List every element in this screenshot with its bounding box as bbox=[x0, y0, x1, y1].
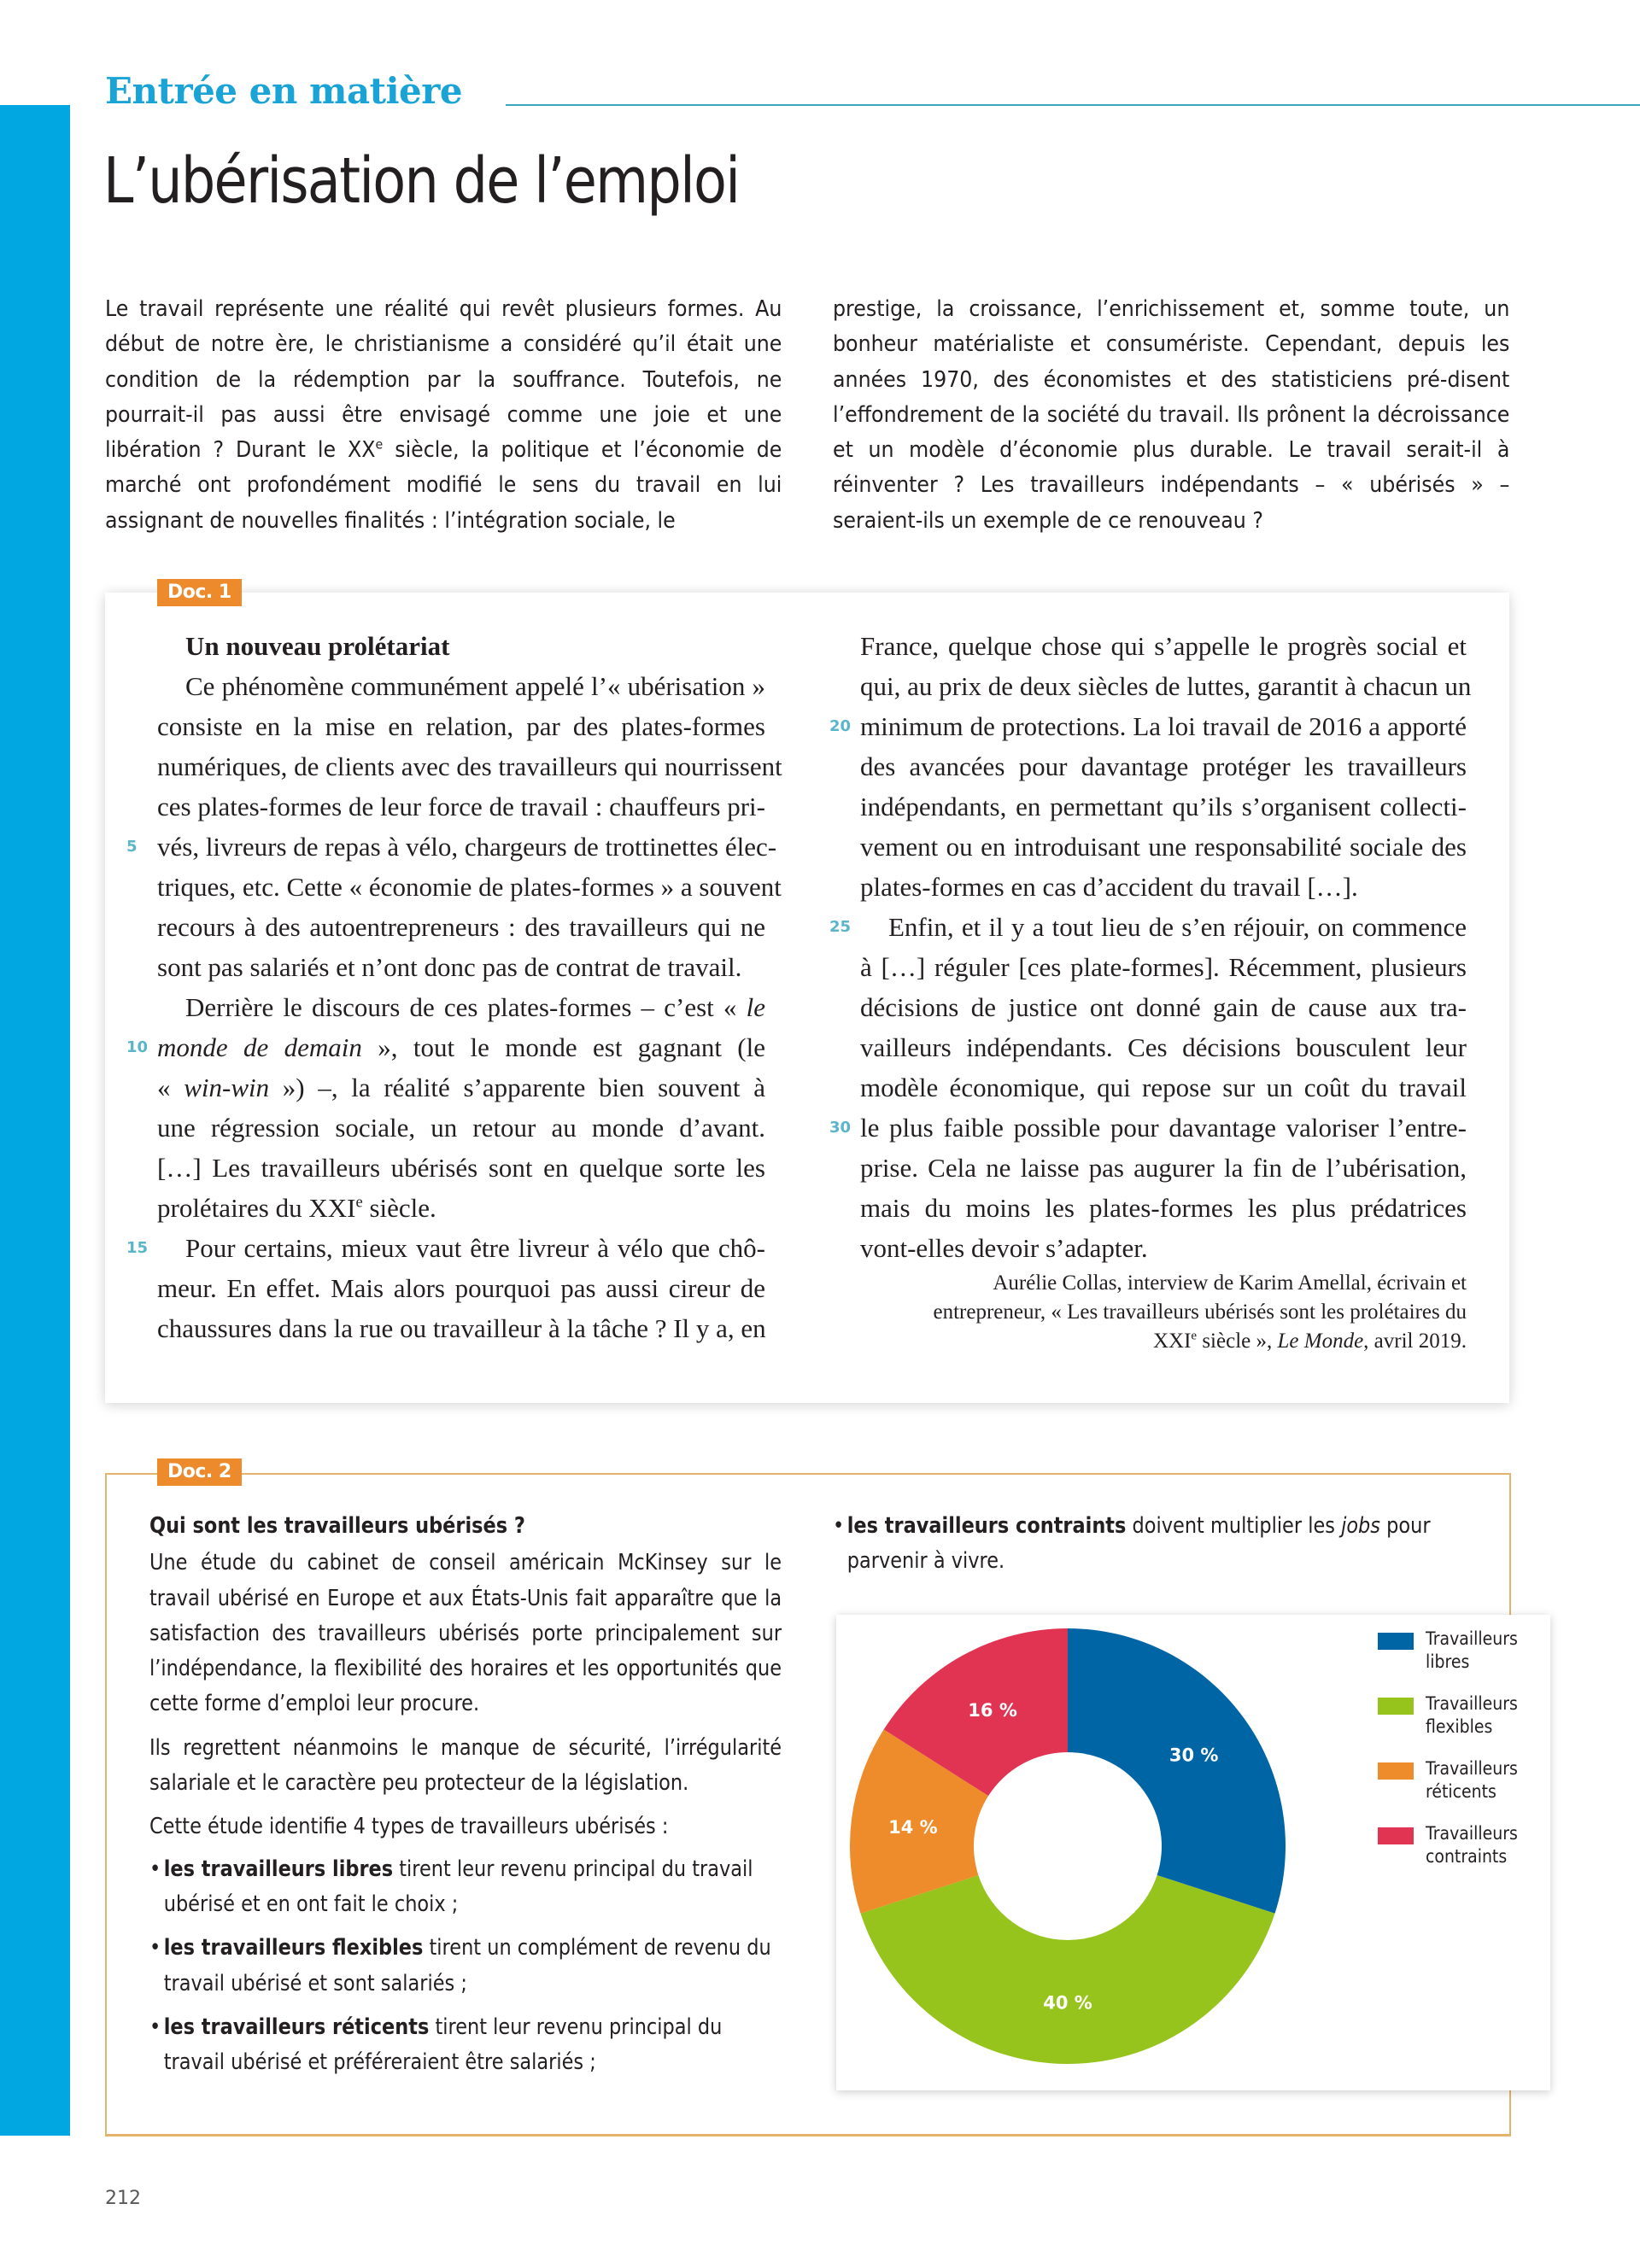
doc2-paragraph-2: Ils regrettent néanmoins le manque de sécurité, l’irrégularité salariale et le caractère peu protecteur de la législation. bbox=[149, 1734, 782, 1797]
side-accent-bar bbox=[0, 105, 70, 2136]
legend-swatch bbox=[1378, 1633, 1414, 1650]
text-line: […] Les travailleurs ubérisés sont en quelque sorte les bbox=[157, 1153, 765, 1183]
legend-item bbox=[1378, 1628, 1562, 1692]
text-line: recours à des autoentrepreneurs : des travailleurs qui ne bbox=[157, 912, 765, 942]
legend-swatch bbox=[1378, 1827, 1414, 1844]
slice-label: 40 % bbox=[1043, 1992, 1092, 2014]
chart-legend bbox=[1378, 1628, 1562, 1887]
text-line: décisions de justice ont donné gain de cause aux tra- bbox=[860, 992, 1467, 1022]
line-number: 10 bbox=[126, 1038, 149, 1056]
source-line-3: XXIe siècle », Le Monde, avril 2019. bbox=[1152, 1329, 1467, 1353]
doc2-column-left bbox=[149, 1509, 782, 2089]
slice-label: 30 % bbox=[1168, 1745, 1219, 1766]
doc2-paragraph-1: Une étude du cabinet de conseil américain McKinsey sur le travail ubérisé en Europe et aux États-Unis fait apparaître que la satisfaction des travailleurs ubérisés porte principalement sur l’indépendance, la flexibilité des horaires et les opportunités que cette forme d’emploi leur procure. bbox=[149, 1550, 782, 1717]
doc2-column-right bbox=[833, 1509, 1482, 1588]
intro-paragraph-left: Le travail représente une réalité qui revêt plusieurs formes. Au début de notre ère, le christianisme a considéré qu’il était une condition de la rédemption par la souffrance. Toutefois, ne pourrait-il pas aussi être envisagé comme une joie et une libération ? Durant le XXe siècle, la politique et l’économie de marché ont profondément modifié le sens du travail en lui assignant de nouvelles finalités : l’intégration sociale, le bbox=[105, 296, 782, 534]
page-number: 212 bbox=[105, 2188, 141, 2209]
bullet-libres: • les travailleurs libres tirent leur revenu principal du travail ubérisé et en ont fait le choix ; bbox=[149, 1852, 782, 1923]
slice-label: 14 % bbox=[888, 1817, 938, 1838]
text-line: une régression sociale, un retour au monde d’avant. bbox=[157, 1113, 765, 1143]
text-line: 15 Pour certains, mieux vaut être livreur à vélo que chô- bbox=[157, 1228, 765, 1268]
text-line: à […] réguler [ces plate-formes]. Récemment, plusieurs bbox=[860, 952, 1467, 982]
doc1-source-citation bbox=[860, 1269, 1467, 1356]
text-line: prise. Cela ne laisse pas augurer la fin de l’ubérisation, bbox=[860, 1153, 1467, 1183]
legend-swatch bbox=[1378, 1698, 1414, 1715]
text-line: sont pas salariés et n’ont donc pas de contrat de travail. bbox=[157, 952, 742, 982]
donut-slice bbox=[1068, 1628, 1286, 1914]
text-line: 10 monde de demain », tout le monde est gagnant (le bbox=[157, 1027, 765, 1067]
text-line: consiste en la mise en relation, par des plates-formes bbox=[157, 711, 765, 741]
text-line: mais du moins les plates-formes les plus prédatrices bbox=[860, 1193, 1467, 1223]
text-line: Derrière le discours de ces plates-formes – c’est « le bbox=[185, 992, 765, 1022]
bullet-contraints: • les travailleurs contraints doivent multiplier les jobs pour parvenir à vivre. bbox=[833, 1509, 1482, 1580]
legend-label: Travailleurs libres bbox=[1426, 1628, 1518, 1672]
kicker-divider bbox=[506, 104, 1640, 106]
intro-column-left bbox=[105, 292, 782, 539]
line-number: 5 bbox=[126, 838, 138, 856]
section-kicker: Entrée en matière bbox=[105, 70, 463, 112]
doc2-label: Doc. 2 bbox=[157, 1458, 242, 1486]
text-line: triques, etc. Cette « économie de plates-formes » a souvent bbox=[157, 872, 782, 902]
legend-label: Travailleurs flexibles bbox=[1426, 1693, 1518, 1737]
text-line: 25 Enfin, et il y a tout lieu de s’en réjouir, on commence bbox=[860, 907, 1467, 947]
bullet-flexibles: • les travailleurs flexibles tirent un complément de revenu du travail ubérisé et sont salariés ; bbox=[149, 1931, 782, 2002]
source-line-1: Aurélie Collas, interview de Karim Amellal, écrivain et bbox=[993, 1271, 1467, 1295]
bullet-reticents: • les travailleurs réticents tirent leur revenu principal du travail ubérisé et préféreraient être salariés ; bbox=[149, 2010, 782, 2081]
text-line: indépendants, en permettant qu’ils s’organisent collecti- bbox=[860, 792, 1467, 821]
text-line: vailleurs indépendants. Ces décisions bousculent leur bbox=[860, 1032, 1467, 1062]
text-line: Ce phénomène communément appelé l’« ubérisation » bbox=[185, 671, 765, 701]
text-line: 20 minimum de protections. La loi travail de 2016 a apporté bbox=[860, 706, 1467, 746]
line-number: 25 bbox=[829, 918, 852, 936]
text-line: France, quelque chose qui s’appelle le progrès social et bbox=[860, 631, 1467, 661]
doc1-title: Un nouveau prolétariat bbox=[185, 631, 450, 661]
legend-item bbox=[1378, 1822, 1562, 1887]
slice-label: 16 % bbox=[968, 1700, 1017, 1721]
page-title: L’ubérisation de l’emploi bbox=[103, 144, 740, 218]
intro-paragraph-right: prestige, la croissance, l’enrichissement et, somme toute, un bonheur matérialiste et consumériste. Cependant, depuis les années 1970, des économistes et des statisticiens pré-disent l’effondrement de la société du travail. Ils prônent la décroissance et un modèle d’économie plus durable. Le travail serait-il à réinventer ? Les travailleurs indépendants – « ubérisés » – seraient-ils un exemple de ce renouveau ? bbox=[833, 296, 1510, 534]
text-line: ces plates-formes de leur force de travail : chauffeurs pri- bbox=[157, 792, 765, 821]
line-number: 30 bbox=[829, 1119, 852, 1137]
line-number: 15 bbox=[126, 1239, 149, 1257]
text-line: 30 le plus faible possible pour davantage valoriser l’entre- bbox=[860, 1108, 1467, 1148]
doc2-paragraph-3: Cette étude identifie 4 types de travailleurs ubérisés : bbox=[149, 1814, 669, 1840]
text-line: modèle économique, qui repose sur un coût du travail bbox=[860, 1073, 1467, 1102]
legend-item bbox=[1378, 1757, 1562, 1822]
text-line: meur. En effet. Mais alors pourquoi pas aussi cireur de bbox=[157, 1273, 765, 1303]
legend-item bbox=[1378, 1692, 1562, 1757]
doc1-label: Doc. 1 bbox=[157, 579, 242, 606]
doc1-column-left bbox=[126, 626, 782, 1348]
text-line: plates-formes en cas d’accident du travail […]. bbox=[860, 872, 1358, 902]
doc1-column-right bbox=[829, 626, 1472, 1268]
intro-column-right bbox=[833, 292, 1509, 539]
text-line: des avancées pour davantage protéger les travailleurs bbox=[860, 751, 1467, 781]
donut-chart bbox=[850, 1628, 1286, 2064]
legend-swatch bbox=[1378, 1762, 1414, 1780]
line-number: 20 bbox=[829, 717, 852, 735]
doc1-right-lines bbox=[829, 626, 1472, 1268]
text-line: 5 vés, livreurs de repas à vélo, chargeurs de trottinettes élec- bbox=[157, 827, 765, 867]
text-line: « win-win ») –, la réalité s’apparente bien souvent à bbox=[157, 1073, 766, 1102]
text-line: vement ou en introduisant une responsabilité sociale des bbox=[860, 832, 1467, 862]
text-line: qui, au prix de deux siècles de luttes, garantit à chacun un bbox=[860, 671, 1472, 701]
source-line-2: entrepreneur, « Les travailleurs ubérisés sont les prolétaires du bbox=[933, 1301, 1467, 1324]
doc1-left-lines bbox=[126, 666, 782, 1348]
doc2-heading: Qui sont les travailleurs ubérisés ? bbox=[149, 1513, 525, 1539]
text-line: prolétaires du XXIe siècle. bbox=[157, 1193, 436, 1223]
text-line: numériques, de clients avec des travailleurs qui nourrissent bbox=[157, 751, 782, 781]
legend-label: Travailleurs contraints bbox=[1426, 1823, 1518, 1867]
donut-slice bbox=[860, 1875, 1274, 2064]
text-line: chaussures dans la rue ou travailleur à la tâche ? Il y a, en bbox=[157, 1313, 766, 1343]
text-line: vont-elles devoir s’adapter. bbox=[860, 1233, 1148, 1263]
legend-label: Travailleurs réticents bbox=[1426, 1758, 1518, 1802]
